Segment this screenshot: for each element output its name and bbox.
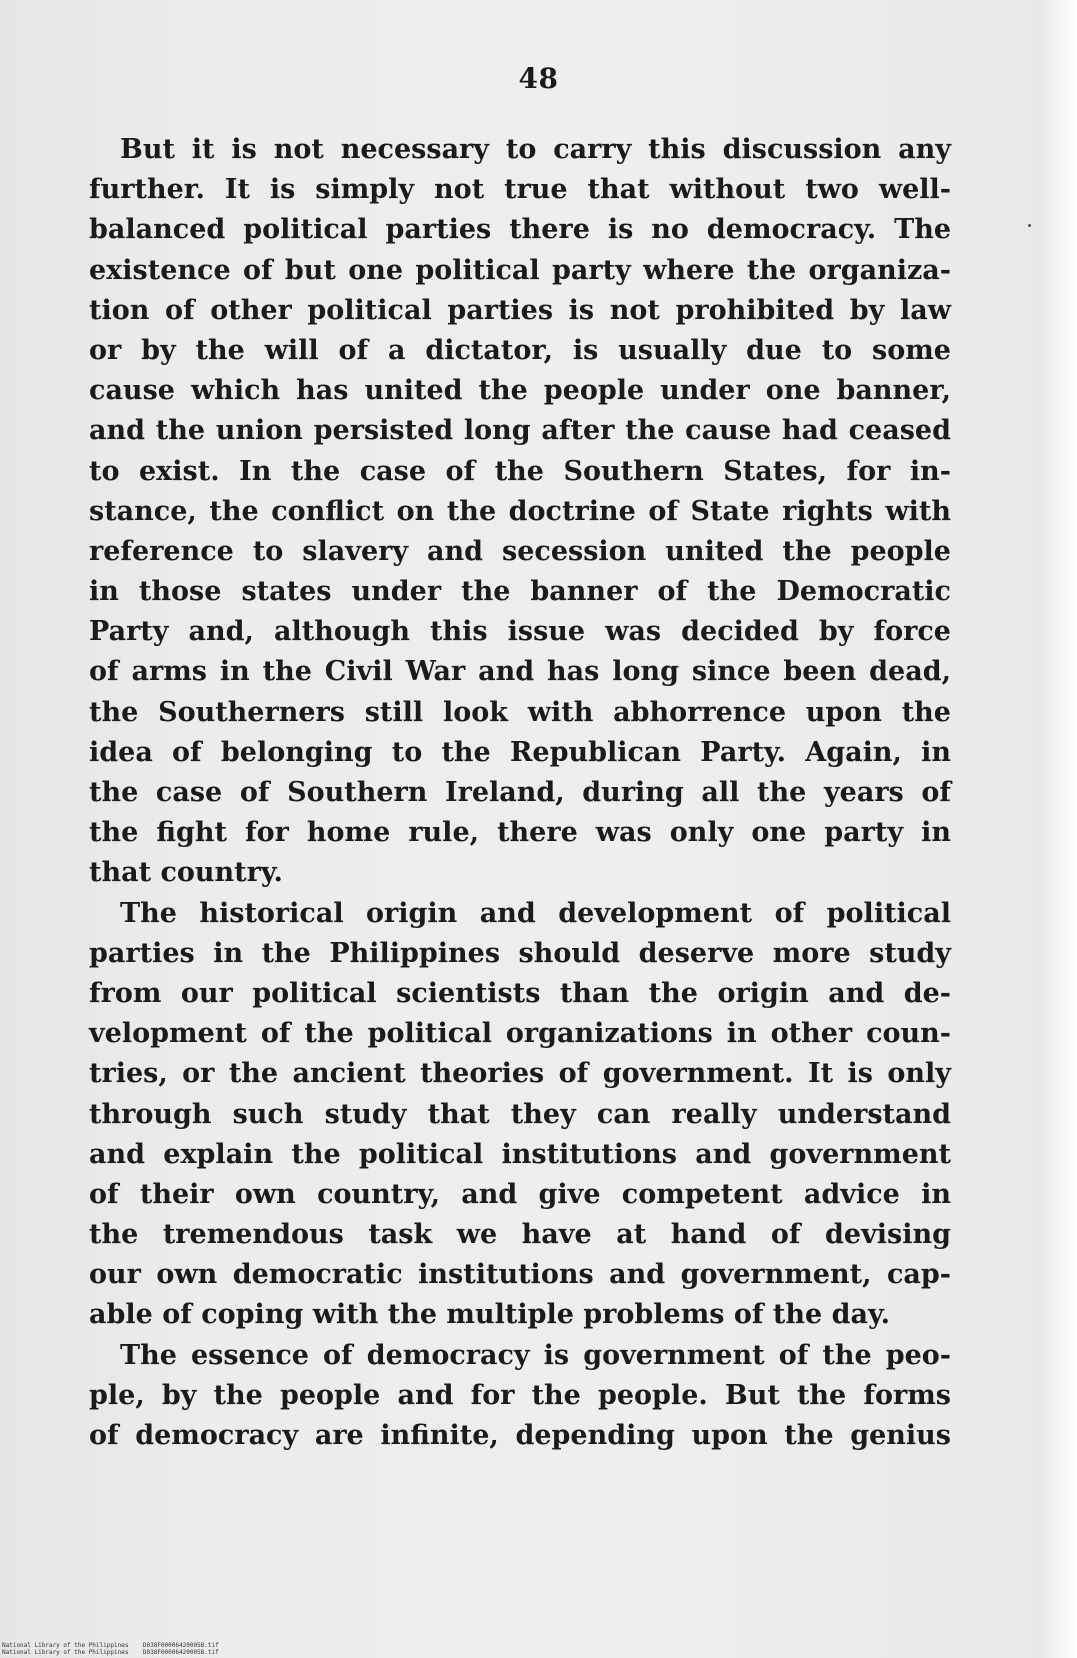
text-line: that country. [89, 857, 283, 889]
text-line: Party and, although this issue was decided by force [89, 616, 951, 648]
text-line: and the union persisted long after the cause had ceased [89, 415, 951, 447]
text-line: our own democratic institutions and government, cap- [89, 1259, 951, 1291]
text-line: The essence of democracy is government of the peo- [120, 1339, 951, 1371]
text-line: able of coping with the multiple problems of the day. [89, 1299, 890, 1331]
text-line: idea of belonging to the Republican Party. Again, in [89, 736, 951, 768]
text-line: But it is not necessary to carry this discussion any [120, 134, 951, 165]
footer-line-1: National Library of the Philippines D038F00006420005B.tif [2, 1642, 219, 1649]
scan-footer [2, 1642, 219, 1656]
text-line: velopment of the political organizations in other coun- [89, 1018, 951, 1050]
text-line: in those states under the banner of the Democratic [89, 576, 951, 608]
text-line: of their own country, and give competent advice in [89, 1178, 951, 1210]
page-number: 48 [518, 62, 559, 95]
text-line: parties in the Philippines should deserve more study [89, 937, 951, 969]
text-line: or by the will of a dictator, is usually due to some [89, 334, 951, 366]
text-line: to exist. In the case of the Southern States, for in- [89, 455, 951, 487]
text-line: of arms in the Civil War and has long since been dead, [89, 656, 951, 688]
text-line: tion of other political parties is not prohibited by law [89, 294, 951, 326]
text-line: reference to slavery and secession united the people [89, 535, 951, 567]
text-line: through such study that they can really understand [89, 1098, 951, 1130]
text-line: further. It is simply not true that without two well- [89, 174, 951, 206]
text-line: of democracy are infinite, depending upon the genius [89, 1420, 951, 1451]
text-line: ple, by the people and for the people. But the forms [89, 1379, 951, 1411]
text-line: The historical origin and development of political [120, 897, 951, 929]
page-edge-highlight [1043, 0, 1077, 1658]
text-line: balanced political parties there is no democracy. The [89, 214, 951, 246]
text-line: from our political scientists than the origin and de- [89, 977, 951, 1009]
text-line: the case of Southern Ireland, during all the years of [89, 777, 951, 808]
text-line: cause which has united the people under one banner, [89, 375, 951, 407]
scan-speck [1028, 224, 1031, 227]
text-line: and explain the political institutions and government [89, 1138, 951, 1170]
text-line: the tremendous task we have at hand of devising [89, 1219, 951, 1251]
text-line: tries, or the ancient theories of government. It is only [89, 1058, 951, 1090]
text-line: existence of but one political party where the organiza- [89, 254, 951, 286]
text-line: the fight for home rule, there was only one party in [89, 817, 951, 849]
footer-line-2: National Library of the Philippines D038F00006420005B.tif [2, 1649, 219, 1656]
text-line: the Southerners still look with abhorrence upon the [89, 696, 951, 728]
body-text [89, 130, 951, 1456]
text-line: stance, the conflict on the doctrine of State rights with [89, 495, 951, 527]
